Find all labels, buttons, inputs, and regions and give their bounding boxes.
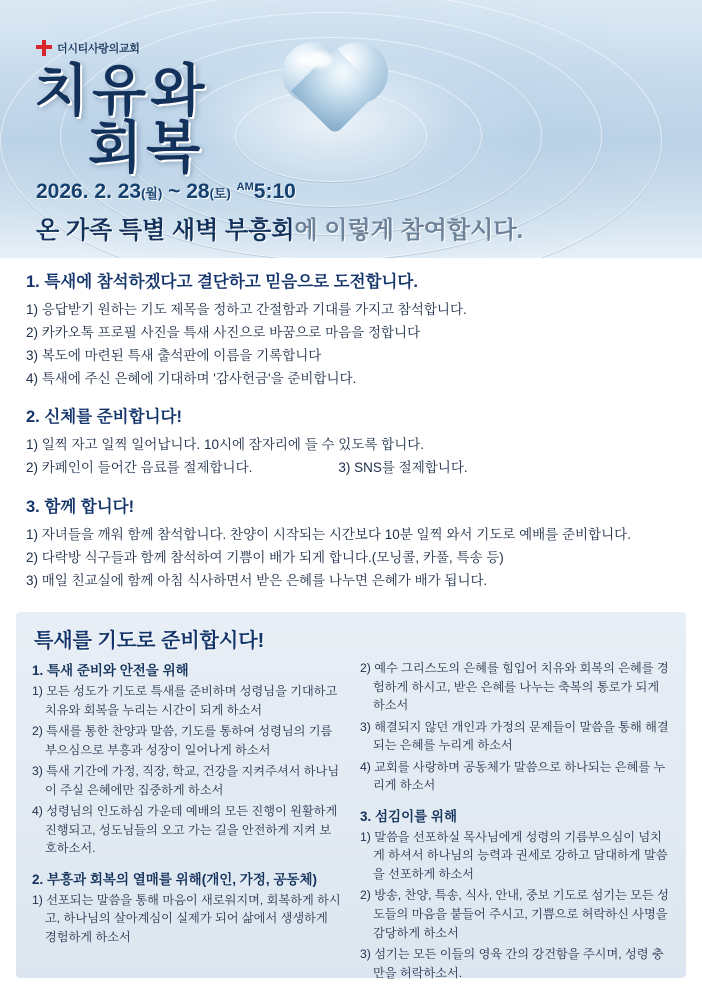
church-logo: [36, 40, 140, 56]
church-name: 더시티사랑의교회: [57, 43, 140, 55]
list-item: 2) 특새를 통한 찬양과 말씀, 기도를 통하여 성령님의 기름 부으심으로 부흥과 성장이 일어나게 하소서: [32, 724, 333, 757]
date-range: ~ 28: [162, 180, 210, 203]
prayer-block: [360, 659, 670, 795]
prayer-block-heading: 2. 부흥과 회복의 열매를 위해(개인, 가정, 공동체): [32, 871, 317, 887]
list-item: 1) 모든 성도가 기도로 특새를 준비하며 성령님을 기대하고 치유와 회복을 누리는 시간이 되게 하소서: [32, 684, 338, 717]
event-subtitle: [36, 210, 523, 245]
prayer-block-heading: 1. 특새 준비와 안전을 위해: [32, 663, 189, 678]
list-item: 2) 카카오톡 프로필 사진을 특새 사진으로 바꿈으로 마음을 정합니다: [26, 324, 421, 340]
cross-icon: [36, 40, 52, 56]
list-item: 4) 특새에 주신 은혜에 기대하며 '감사헌금'을 준비합니다.: [26, 370, 357, 386]
section-2: [26, 403, 680, 479]
subtitle-rest: 에 이렇게 참여합시다.: [294, 217, 524, 244]
list-item: 3) 복도에 마련된 특새 출석판에 이름을 기록합니다: [26, 347, 322, 363]
event-datetime: [36, 180, 296, 204]
list-item: 2) 예수 그리스도의 은혜를 힘입어 치유와 회복의 은혜를 경험하게 하시고, 받은 은혜를 나누는 축복의 통로가 되게 하소서: [360, 661, 669, 713]
subtitle-strong: 온 가족 특별 새벽 부흥회: [36, 217, 295, 244]
prayer-panel-title: 특새를 기도로 준비합시다!: [34, 630, 265, 652]
prayer-column-left: [32, 659, 342, 992]
prayer-block-heading: 3. 섬김이를 위해: [360, 808, 458, 824]
list-item: 2) 방송, 찬양, 특송, 식사, 안내, 중보 기도로 섬기는 모든 성도들의 마음을 붙들어 주시고, 기쁨으로 허락하신 사명을 감당하게 하소서: [360, 888, 669, 940]
list-item: 1) 선포되는 말씀을 통해 마음이 새로워지며, 회복하게 하시고, 하나님의 살아계심이 실제가 되어 삶에서 생생하게 경험하게 하소서: [32, 892, 341, 945]
list-item-pair: [26, 457, 680, 479]
list-item: 3) 섬기는 모든 이들의 영육 간의 강건함을 주시며, 성령 충만을 허락하소서.: [360, 947, 664, 980]
time-value: 5:10: [253, 180, 296, 203]
prayer-panel: [16, 612, 686, 978]
list-item: 1) 일찍 자고 일찍 일어납니다. 10시에 잠자리에 들 수 있도록 합니다.: [26, 437, 425, 453]
list-item: 3) SNS를 절제합니다.: [338, 460, 468, 476]
date-prefix: 2026. 2. 23: [36, 180, 142, 203]
list-item: 1) 자녀들을 깨워 함께 참석합니다. 찬양이 시작되는 시간보다 10분 일찍 와서 기도로 예배를 준비합니다.: [26, 527, 631, 543]
water-heart-icon: [282, 36, 388, 140]
page-title: [34, 59, 209, 180]
title-line-2: 회복: [88, 116, 205, 180]
prayer-block: [32, 868, 342, 947]
section-3: [26, 493, 680, 592]
title-line-1: 치유와: [34, 59, 209, 122]
instructions: [0, 258, 702, 592]
time-ampm: AM: [236, 181, 254, 193]
section-1: [26, 268, 680, 389]
prayer-column-right: [360, 659, 670, 992]
section-2-heading: 2. 신체를 준비합니다!: [26, 408, 182, 427]
list-item: 4) 교회를 사랑하며 공동체가 말씀으로 하나되는 은혜를 누리게 하소서: [360, 759, 666, 793]
date-day-2: (토): [209, 186, 231, 201]
list-item: 3) 해결되지 않던 개인과 가정의 문제들이 말씀을 통해 해결되는 은혜를 누리게 하소서: [360, 719, 669, 753]
poster-hero: [0, 0, 702, 258]
list-item: 2) 카페인이 들어간 음료를 절제합니다.: [26, 460, 253, 476]
section-1-heading: 1. 특새에 참석하겠다고 결단하고 믿음으로 도전합니다.: [26, 273, 418, 291]
section-3-heading: 3. 함께 합니다!: [26, 498, 135, 517]
date-day-1: (월): [141, 186, 163, 201]
prayer-block: [32, 659, 342, 858]
prayer-block: [360, 805, 670, 982]
list-item: 1) 응답받기 원하는 기도 제목을 정하고 간절함과 기대를 가지고 참석합니다.: [26, 302, 467, 317]
list-item: 4) 성령님의 인도하심 가운데 예배의 모든 진행이 원활하게 진행되고, 성도님들의 오고 가는 길을 안전하게 지켜 보호하소서.: [32, 804, 338, 856]
list-item: 3) 매일 친교실에 함께 아침 식사하면서 받은 은혜를 나누면 은혜가 배가 됩니다.: [26, 572, 488, 588]
list-item: 1) 말씀을 선포하실 목사님에게 성령의 기름부으심이 넘치게 하셔서 하나님의 능력과 권세로 강하고 담대하게 말씀을 선포하게 하소서: [360, 829, 668, 881]
list-item: 2) 다락방 식구들과 함께 참석하여 기쁨이 배가 되게 합니다.(모닝콜, 카풀, 특송 등): [26, 550, 504, 566]
list-item: 3) 특새 기간에 가정, 직장, 학교, 건강을 지켜주셔서 하나님이 주실 은혜에만 집중하게 하소서: [32, 764, 340, 797]
